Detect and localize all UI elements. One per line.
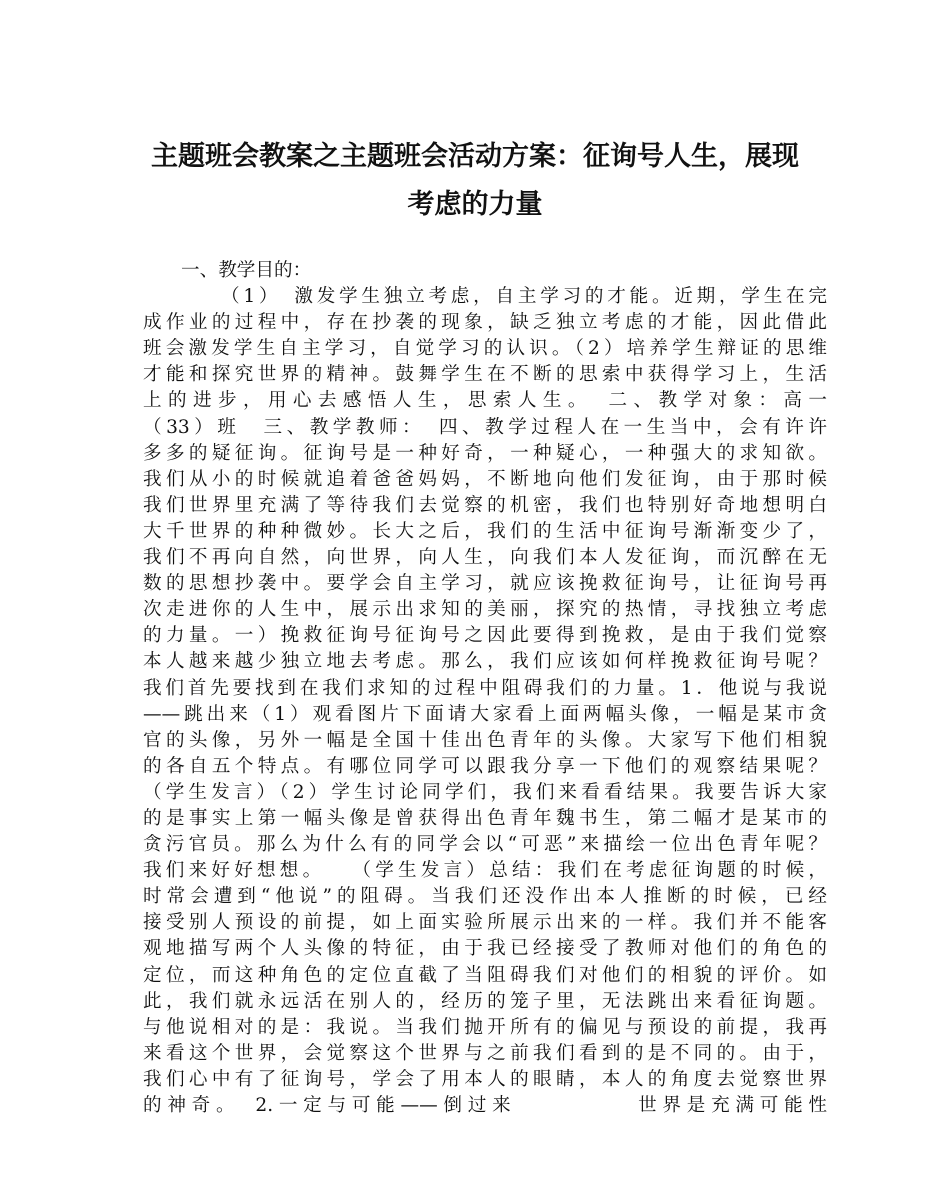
body-line: 的是事实上第一幅头像是曾获得出色青年魏书生，第二幅才是某市的 bbox=[143, 807, 827, 829]
body-line: 成作业的过程中，存在抄袭的现象，缺乏独立考虑的才能，因此借此 bbox=[143, 312, 827, 334]
body-line: ——跳出来（1）观看图片下面请大家看上面两幅头像，一幅是某市贪 bbox=[143, 703, 827, 725]
body-line: 数的思想抄袭中。要学会自主学习，就应该挽救征询号，让征询号再 bbox=[143, 573, 827, 595]
body-line: 与他说相对的是：我说。当我们抛开所有的偏见与预设的前提，我再 bbox=[143, 1016, 827, 1038]
body-line: 的各自五个特点。有哪位同学可以跟我分享一下他们的观察结果呢？ bbox=[143, 755, 827, 777]
body-line: （学生发言）（2）学生讨论同学们，我们来看看结果。我要告诉大家 bbox=[143, 781, 828, 803]
body-line: 我们世界里充满了等待我们去觉察的机密，我们也特别好奇地想明白 bbox=[143, 494, 827, 516]
body-line: 时常会遭到“他说”的阻碍。当我们还没作出本人推断的时候，已经 bbox=[143, 886, 827, 908]
body-line: 的神奇。 2.一定与可能——倒过来 世界是充满可能性 bbox=[143, 1095, 827, 1116]
body-line: 次走进你的人生中，展示出求知的美丽，探究的热情，寻找独立考虑 bbox=[143, 599, 827, 621]
body-line: （33）班 三、教学教师： 四、教学过程人在一生当中，会有许许 bbox=[143, 416, 827, 438]
title-line: 考虑的力量 bbox=[407, 189, 543, 220]
body-line: （1） 激发学生独立考虑，自主学习的才能。近期，学生在完 bbox=[221, 286, 827, 308]
body-line: 我们从小的时候就追着爸爸妈妈，不断地向他们发征询，由于那时候 bbox=[143, 468, 827, 490]
body-line: 大千世界的种种微妙。长大之后，我们的生活中征询号渐渐变少了， bbox=[143, 520, 827, 542]
body-line: 我们首先要找到在我们求知的过程中阻碍我们的力量。1．他说与我说 bbox=[143, 677, 827, 699]
body-line: 我们来好好想想。 （学生发言）总结：我们在考虑征询题的时候， bbox=[143, 860, 827, 882]
body-line: 此，我们就永远活在别人的，经历的笼子里，无法跳出来看征询题。 bbox=[143, 990, 827, 1012]
body-line: 观地描写两个人头像的特征，由于我已经接受了教师对他们的角色的 bbox=[143, 938, 827, 960]
document-title bbox=[130, 133, 820, 229]
section-heading: 一、教学目的： bbox=[181, 260, 312, 281]
body-line: 的力量。一）挽救征询号征询号之因此要得到挽救，是由于我们觉察 bbox=[143, 625, 827, 647]
body-line: 才能和探究世界的精神。鼓舞学生在不断的思索中获得学习上，生活 bbox=[143, 364, 827, 386]
body-line: 多多的疑征询。征询号是一种好奇，一种疑心，一种强大的求知欲。 bbox=[143, 442, 827, 464]
body-line: 接受别人预设的前提，如上面实验所展示出来的一样。我们并不能客 bbox=[143, 912, 827, 934]
document-body bbox=[143, 258, 827, 1119]
body-line: 我们心中有了征询号，学会了用本人的眼睛，本人的角度去觉察世界 bbox=[143, 1068, 827, 1090]
body-line: 贪污官员。那么为什么有的同学会以“可恶”来描绘一位出色青年呢？ bbox=[143, 834, 827, 856]
body-line: 来看这个世界，会觉察这个世界与之前我们看到的是不同的。由于， bbox=[143, 1042, 827, 1064]
title-line: 主题班会教案之主题班会活动方案：征询号人生，展现 bbox=[151, 141, 799, 172]
body-line: 班会激发学生自主学习，自觉学习的认识。（2）培养学生辩证的思维 bbox=[143, 338, 827, 360]
body-line: 定位，而这种角色的定位直截了当阻碍我们对他们的相貌的评价。如 bbox=[143, 964, 827, 986]
body-line: 本人越来越少独立地去考虑。那么，我们应该如何样挽救征询号呢？ bbox=[143, 651, 827, 673]
body-line: 我们不再向自然，向世界，向人生，向我们本人发征询，而沉醉在无 bbox=[143, 547, 827, 569]
body-line: 官的头像，另外一幅是全国十佳出色青年的头像。大家写下他们相貌 bbox=[143, 729, 827, 751]
body-line: 上的进步，用心去感悟人生，思索人生。 二、教学对象：高一 bbox=[143, 390, 827, 412]
